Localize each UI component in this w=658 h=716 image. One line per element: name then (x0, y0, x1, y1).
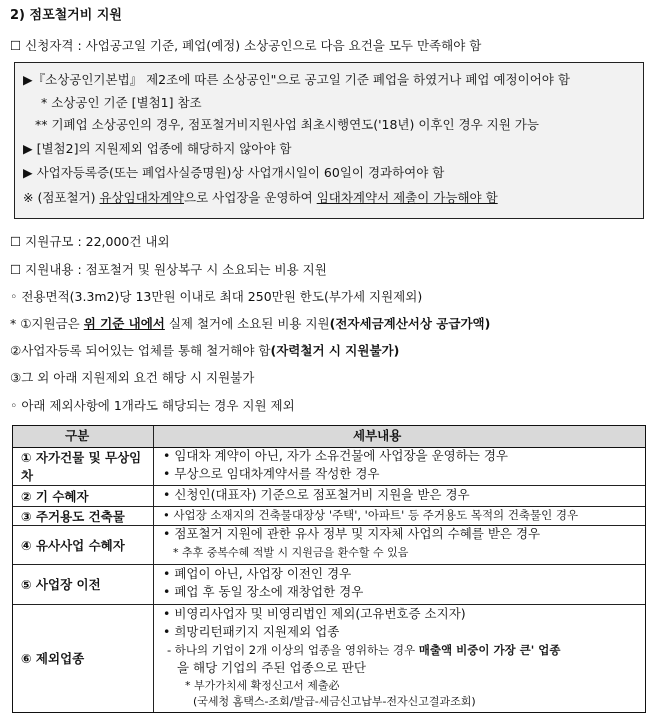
support-content: ☐ 지원내용 : 점포철거 및 원상복구 시 소요되는 비용 지원 (10, 262, 327, 277)
multi-business-bold: 매출액 비중이 가장 큰' 업종 (418, 643, 561, 657)
table-row-detail: • 희망리턴패키지 지원제외 업종 (163, 624, 340, 639)
table-header (13, 426, 645, 447)
requirement-note-middle: 으로 사업장을 운영하여 (184, 190, 317, 205)
table-row-detail: • 무상으로 임대차계약서를 작성한 경우 (163, 466, 380, 481)
requirement-1: ▶『소상공인기본법』 제2조에 따른 소상공인"으로 공고일 기준 폐업을 하였거나 폐업 예정이어야 함 (23, 72, 570, 87)
requirement-2: ▶ [별첨2]의 지원제외 업종에 해당하지 않아야 함 (23, 141, 292, 156)
header-details: 세부내용 (353, 428, 402, 443)
multi-business-text: - 하나의 기업이 2개 이상의 업종을 영위하는 경우 (167, 643, 419, 657)
table-row-detail (167, 642, 561, 658)
section-title: 2) 점포철거비 지원 (10, 8, 122, 23)
table-row-detail-note: * 추후 중복수혜 적발 시 지원금을 환수할 수 있음 (173, 546, 409, 559)
note-2-bold: (자력철거 시 지원불가) (270, 343, 400, 358)
exclusion-table (12, 425, 646, 713)
header-category: 구분 (65, 428, 90, 443)
table-row-category: ② 기 수혜자 (21, 488, 89, 504)
note-1-middle: 실제 철거에 소요된 비용 지원 (164, 316, 330, 331)
requirement-1-note-a: * 소상공인 기준 [별첨1] 참조 (41, 95, 202, 110)
requirement-note-lease: 유상임대차계약 (99, 190, 185, 205)
table-row-detail: • 사업장 소재지의 건축물대장상 '주택', '아파트' 등 주거용도 목적의 건축물인 경우 (163, 508, 579, 522)
note-2-prefix: ②사업자등록 되어있는 업체를 통해 철거해야 함 (10, 343, 271, 358)
note-1 (10, 316, 490, 332)
eligibility-line: ☐ 신청자격 : 사업공고일 기준, 폐업(예정) 소상공인으로 다음 요건을 모두 만족해야 함 (10, 38, 482, 53)
note-1-prefix: * ①지원금은 (10, 316, 84, 331)
requirement-3: ▶ 사업자등록증(또는 폐업사실증명원)상 사업개시일이 60일이 경과하여야 함 (23, 165, 445, 180)
table-row-category: ① 자가건물 및 무상임차 (21, 450, 142, 483)
table-row-detail: • 비영리사업자 및 비영리법인 제외(고유번호증 소지자) (163, 606, 466, 621)
requirement-note-prefix: ※ (점포철거) (23, 190, 100, 205)
table-row-detail: • 폐업이 아닌, 사업장 이전인 경우 (163, 566, 352, 581)
table-row-detail: 을 해당 기업의 주된 업종으로 판단 (177, 660, 366, 675)
column-divider (153, 426, 154, 712)
table-row-category: ④ 유사사업 수혜자 (21, 537, 125, 553)
area-limit: ◦ 전용면적(3.3m2)당 13만원 이내로 최대 250만원 한도(부가세 지원제외) (10, 289, 423, 304)
requirement-note (23, 190, 498, 206)
note-2 (10, 343, 399, 359)
table-row-detail: • 점포철거 지원에 관한 유사 정부 및 지자체 사업의 수혜를 받은 경우 (163, 526, 541, 541)
requirements-box (14, 62, 644, 219)
table-row-category: ⑥ 제외업종 (21, 651, 85, 666)
exclusion-intro: ◦ 아래 제외사항에 1개라도 해당되는 경우 지원 제외 (10, 398, 295, 413)
table-row-detail: • 폐업 후 동일 장소에 재창업한 경우 (163, 584, 364, 599)
table-row-detail: • 임대차 계약이 아닌, 자가 소유건물에 사업장을 운영하는 경우 (163, 448, 509, 463)
note-1-bold: (전자세금계산서상 공급가액) (329, 316, 491, 331)
support-scale: ☐ 지원규모 : 22,000건 내외 (10, 234, 170, 249)
table-row-detail-note: * 부가가치세 확정신고서 제출必 (185, 679, 340, 692)
table-row-detail-note: (국세청 홈택스-조회/발급-세금신고납부-전자신고결과조회) (193, 695, 476, 708)
note-1-underlined: 위 기준 내에서 (83, 316, 165, 331)
requirement-1-note-b: ** 기폐업 소상공인의 경우, 점포철거비지원사업 최초시행연도('18년) 이후인 경우 지원 가능 (35, 117, 539, 132)
table-row-detail: • 신청인(대표자) 기준으로 점포철거비 지원을 받은 경우 (163, 487, 470, 502)
table-row-category: ③ 주거용도 건축물 (21, 508, 125, 524)
table-row-category: ⑤ 사업장 이전 (21, 577, 101, 592)
note-3: ③그 외 아래 지원제외 요건 해당 시 지원불가 (10, 370, 255, 385)
requirement-note-contract: 임대차계약서 제출이 가능해야 함 (316, 190, 498, 205)
